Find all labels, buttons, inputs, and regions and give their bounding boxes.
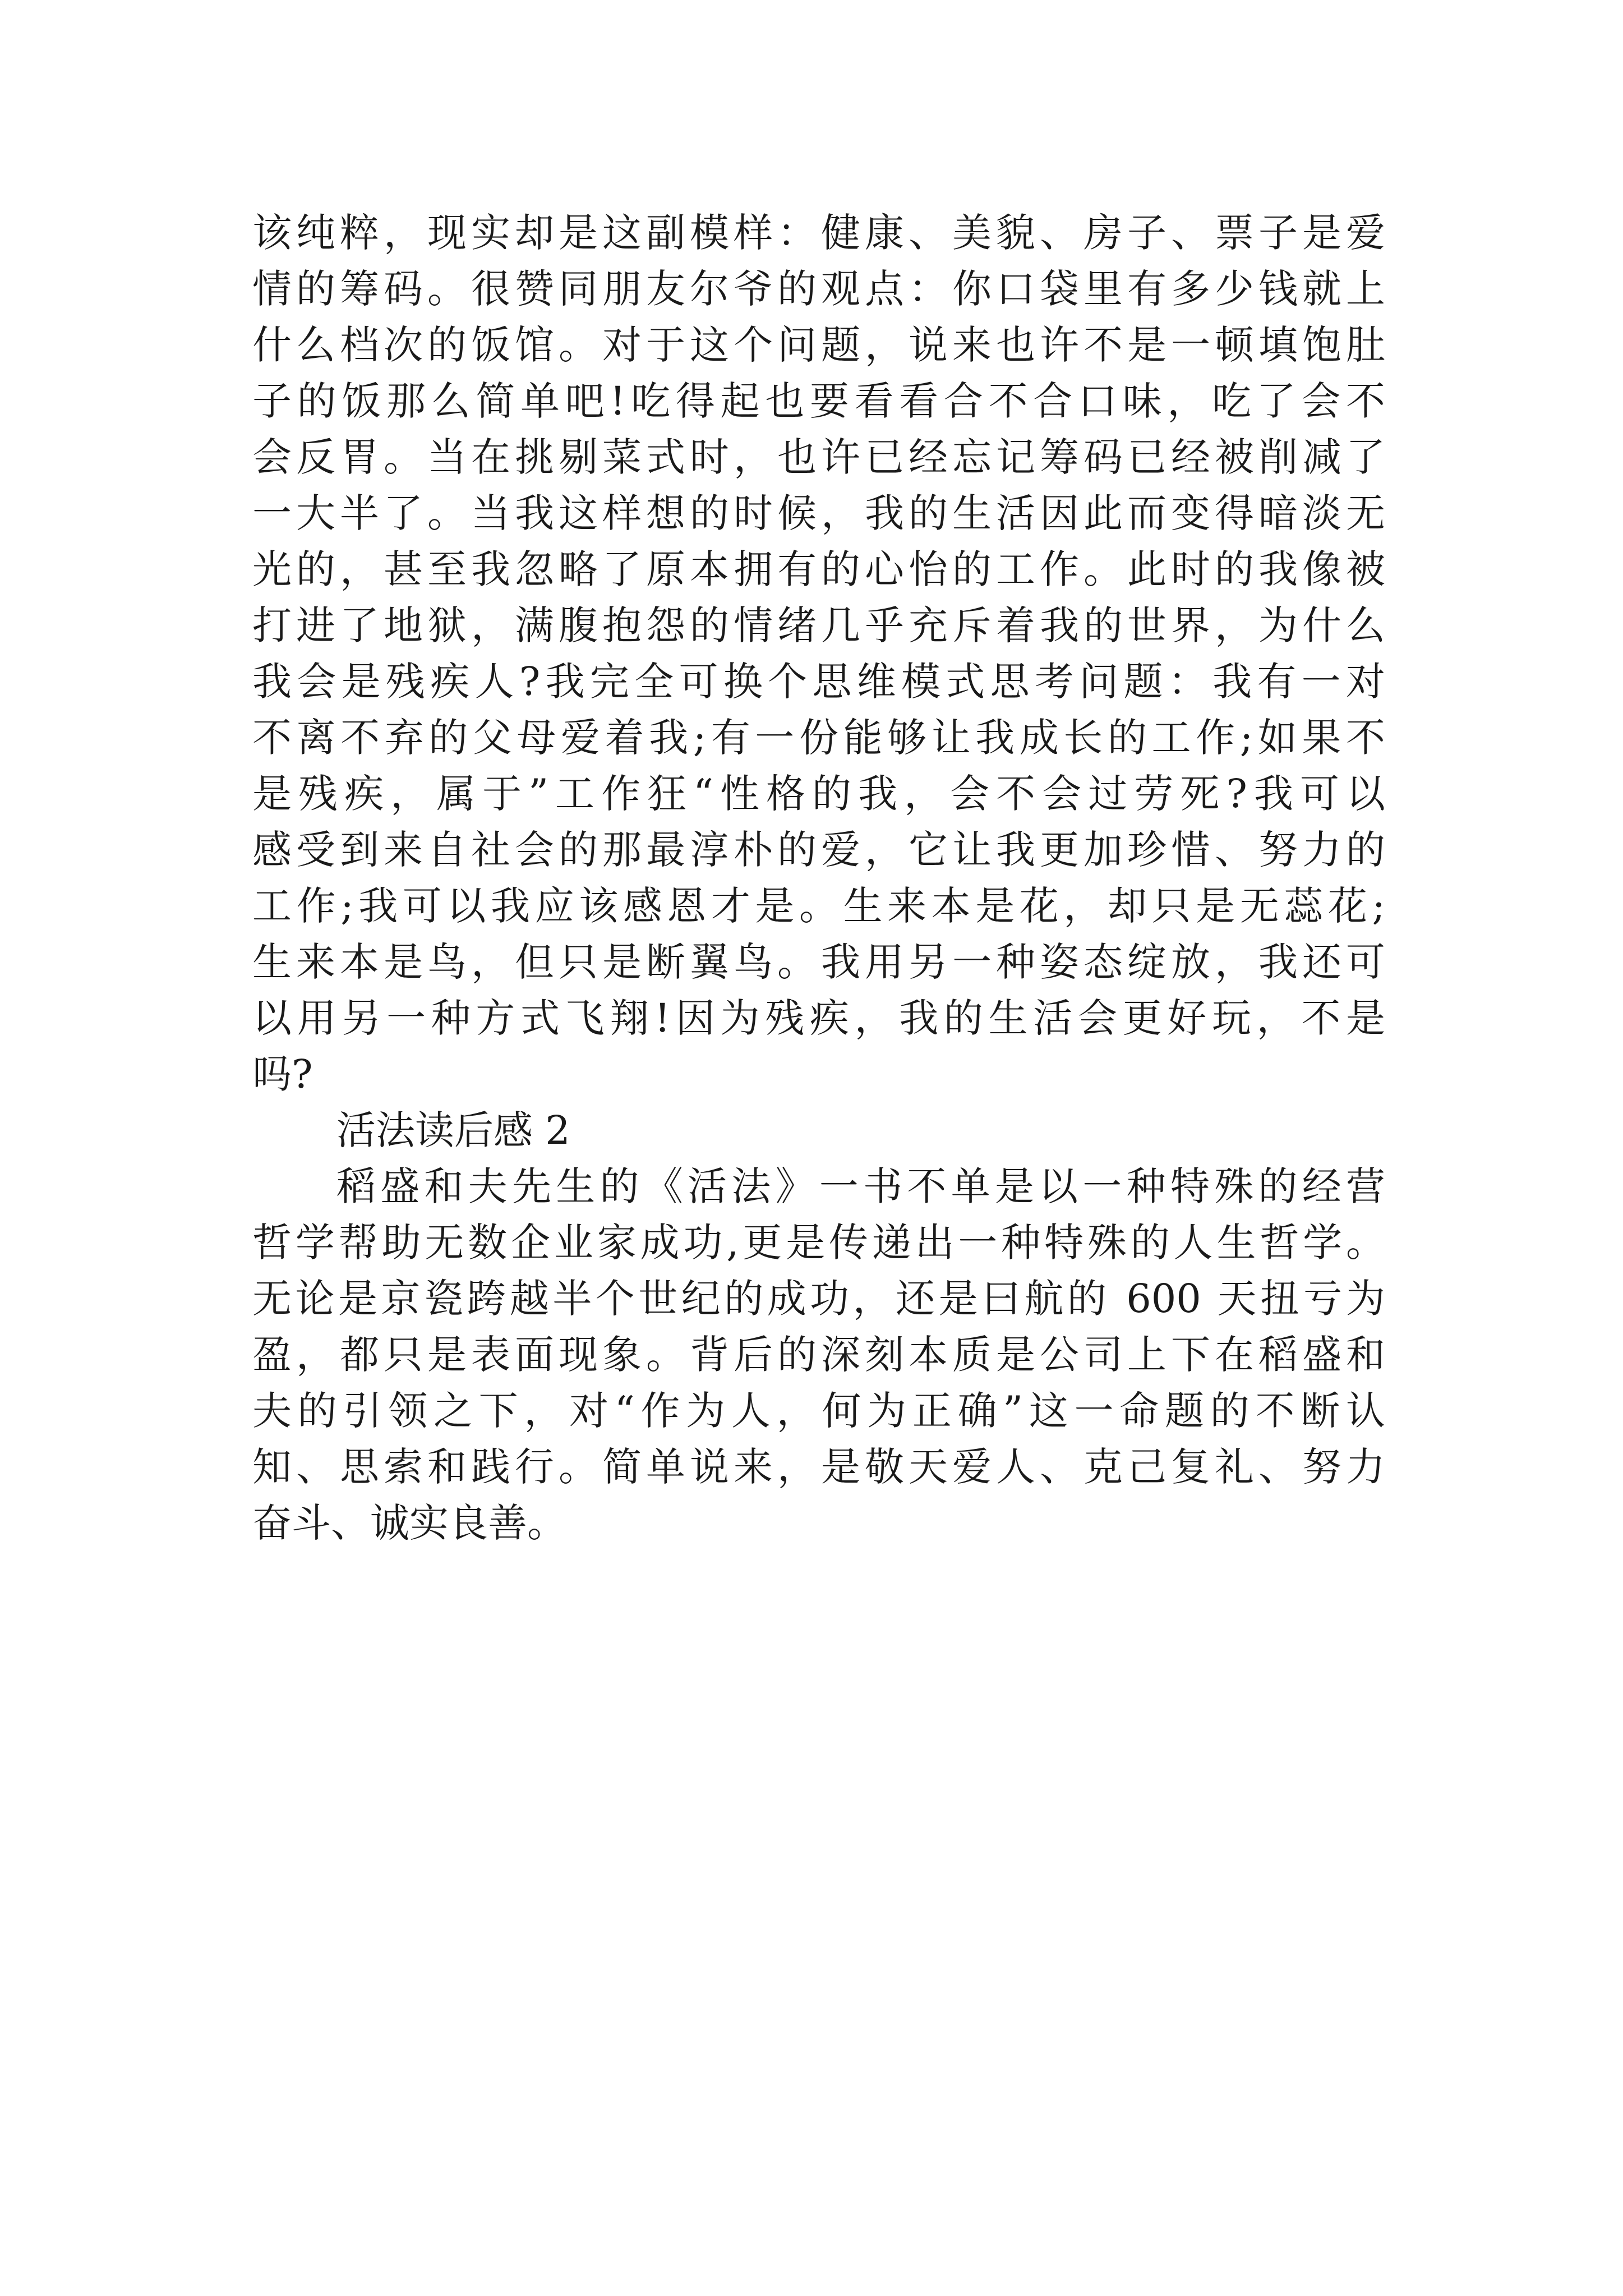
text-line: 我会是残疾人?我完全可换个思维模式思考问题：我有一对 [252,659,1385,705]
text-line: 工作;我可以我应该感恩才是。生来本是花，却只是无蕊花; [252,883,1385,929]
text-line: 会反胃。当在挑剔菜式时，也许已经忘记筹码已经被削减了 [252,434,1385,480]
text-line: 感受到来自社会的那最淳朴的爱，它让我更加珍惜、努力的 [252,827,1385,873]
text-line: 该纯粹，现实却是这副模样：健康、美貌、房子、票子是爱 [252,210,1385,256]
paragraph-continuation [252,205,1385,1102]
text-line: 什么档次的饭馆。对于这个问题，说来也许不是一顿填饱肚 [252,322,1385,368]
text-line: 夫的引领之下，对“作为人，何为正确”这一命题的不断认 [252,1388,1385,1434]
text-line: 知、思索和践行。简单说来，是敬天爱人、克己复礼、努力 [252,1444,1385,1490]
text-line: 稻盛和夫先生的《活法》一书不单是以一种特殊的经营 [336,1163,1385,1209]
text-line: 光的，甚至我忽略了原本拥有的心怡的工作。此时的我像被 [252,546,1385,592]
section-heading [252,1102,1385,1158]
text-line: 无论是京瓷跨越半个世纪的成功，还是曰航的 600 天扭亏为 [252,1276,1385,1322]
text-line: 哲学帮助无数企业家成功,更是传递出一种特殊的人生哲学。 [252,1220,1385,1266]
text-line: 以用另一种方式飞翔!因为残疾，我的生活会更好玩，不是 [252,995,1385,1041]
text-line: 一大半了。当我这样想的时候，我的生活因此而变得暗淡无 [252,490,1385,536]
text-line: 生来本是鸟，但只是断翼鸟。我用另一种姿态绽放，我还可 [252,939,1385,985]
text-line: 吗? [252,1051,313,1097]
text-line: 打进了地狱，满腹抱怨的情绪几乎充斥着我的世界，为什么 [252,602,1385,648]
text-line: 奋斗、诚实良善。 [252,1500,566,1546]
text-line: 是残疾，属于”工作狂“性格的我，会不会过劳死?我可以 [252,771,1385,817]
heading-text: 活法读后感 2 [336,1107,570,1153]
paragraph-main [252,1158,1385,1551]
text-line: 不离不弃的父母爱着我;有一份能够让我成长的工作;如果不 [252,715,1385,761]
text-line: 子的饭那么简单吧!吃得起也要看看合不合口味，吃了会不 [252,378,1385,424]
document-body [252,205,1385,1551]
text-line: 情的筹码。很赞同朋友尔爷的观点：你口袋里有多少钱就上 [252,266,1385,312]
text-line: 盈，都只是表面现象。背后的深刻本质是公司上下在稻盛和 [252,1332,1385,1378]
